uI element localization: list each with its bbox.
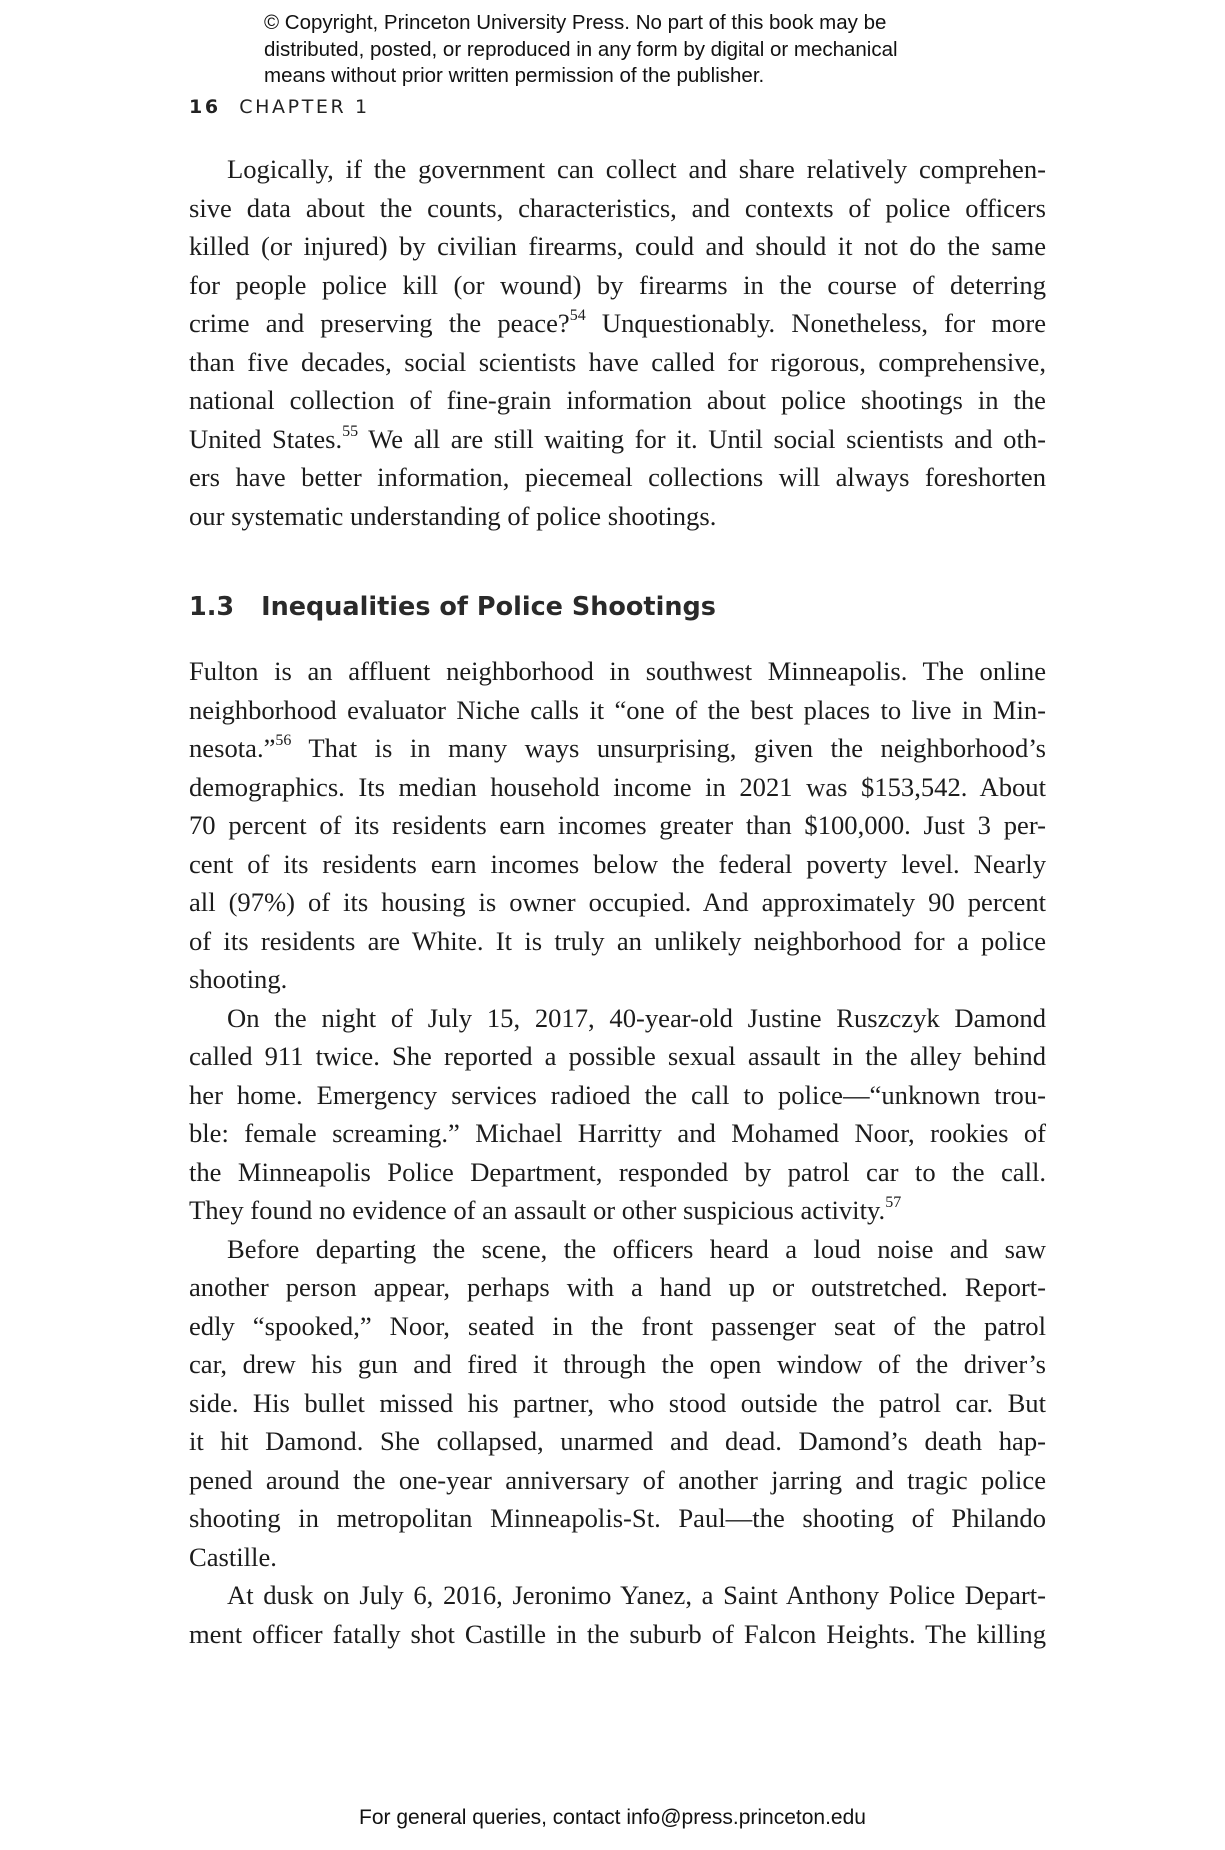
text-line <box>189 304 1046 343</box>
chapter-label: CHAPTER 1 <box>239 96 370 118</box>
text-run: crime and preserving the peace? <box>189 308 570 338</box>
text-line: of its residents are White. It is truly an unlikely neighborhood for a police <box>189 925 1046 956</box>
section-heading <box>189 592 716 622</box>
intro-paragraph-block <box>189 150 1046 535</box>
text-line: ble: female screaming.” Michael Harritty and Mohamed Noor, rookies of <box>189 1118 1046 1148</box>
running-head <box>189 96 370 118</box>
page-number: 16 <box>189 96 221 118</box>
copyright-notice <box>264 10 1024 90</box>
text-line: for people police kill (or wound) by firearms in the course of deterring <box>189 269 1046 300</box>
text-line <box>189 420 1046 459</box>
footnote-marker: 56 <box>275 732 292 750</box>
text-line: our systematic understanding of police shootings. <box>189 500 717 531</box>
text-line: 70 percent of its residents earn incomes greater than $100,000. Just 3 per- <box>189 810 1046 840</box>
footnote-marker: 57 <box>885 1194 902 1212</box>
footnote-marker: 55 <box>342 422 359 440</box>
text-line: the Minneapolis Police Department, responded by patrol car to the call. <box>189 1156 1046 1187</box>
text-line: shooting. <box>189 964 288 994</box>
section-body <box>189 652 1046 1653</box>
copyright-line: © Copyright, Princeton University Press. No part of this book may be <box>264 11 887 34</box>
text-run: We all are still waiting for it. Until social scientists and oth- <box>358 423 1046 454</box>
text-line: pened around the one-year anniversary of another jarring and tragic police <box>189 1464 1046 1495</box>
text-line: neighborhood evaluator Niche calls it “one of the best places to live in Min- <box>189 694 1046 725</box>
text-line: shooting in metropolitan Minneapolis-St. Paul—the shooting of Philando <box>189 1503 1046 1533</box>
text-run: nesota.” <box>189 733 276 763</box>
text-line: it hit Damond. She collapsed, unarmed and dead. Damond’s death hap- <box>189 1426 1046 1456</box>
paragraph <box>189 1230 1046 1577</box>
text-line: On the night of July 15, 2017, 40-year-old Justine Ruszczyk Damond <box>227 1002 1046 1033</box>
text-line: her home. Emergency services radioed the call to police—“unknown trou- <box>189 1079 1046 1110</box>
text-line: Logically, if the government can collect and share relatively comprehen- <box>227 154 1046 184</box>
footer-contact: For general queries, contact info@press.princeton.edu <box>359 1806 866 1829</box>
text-line: ers have better information, piecemeal collections will always foreshorten <box>189 462 1046 492</box>
footnote-marker: 54 <box>569 307 586 325</box>
text-line: another person appear, perhaps with a hand up or outstretched. Report- <box>189 1272 1046 1302</box>
text-line: side. His bullet missed his partner, who stood outside the patrol car. But <box>189 1387 1046 1418</box>
paragraph <box>189 999 1046 1230</box>
text-run: They found no evidence of an assault or other suspicious activity. <box>189 1195 886 1225</box>
text-line: killed (or injured) by civilian firearms, could and should it not do the same <box>189 231 1046 261</box>
text-line <box>189 1191 1046 1230</box>
text-run: Unquestionably. Nonetheless, for more <box>585 308 1046 338</box>
text-line: cent of its residents earn incomes below the federal poverty level. Nearly <box>189 848 1046 879</box>
text-line: edly “spooked,” Noor, seated in the front passenger seat of the patrol <box>189 1310 1046 1341</box>
paragraph <box>189 652 1046 999</box>
text-line: Fulton is an affluent neighborhood in southwest Minneapolis. The online <box>189 656 1046 686</box>
paragraph <box>189 1576 1046 1653</box>
text-line: national collection of fine-grain information about police shootings in the <box>189 385 1046 415</box>
text-line: demographics. Its median household income in 2021 was $153,542. About <box>189 771 1046 802</box>
text-run: That is in many ways unsurprising, given the neighborhood’s <box>291 733 1046 763</box>
section-title: Inequalities of Police Shootings <box>261 592 716 622</box>
text-line: car, drew his gun and fired it through the open window of the driver’s <box>189 1349 1046 1379</box>
text-line: ment officer fatally shot Castille in the suburb of Falcon Heights. The killing <box>189 1618 1046 1649</box>
text-line: Castille. <box>189 1541 277 1572</box>
copyright-line: means without prior written permission of the publisher. <box>264 64 765 87</box>
text-line: called 911 twice. She reported a possible sexual assault in the alley behind <box>189 1041 1046 1071</box>
paragraph <box>189 150 1046 535</box>
text-line: sive data about the counts, characteristics, and contexts of police officers <box>189 192 1046 223</box>
text-run: United States. <box>189 423 343 454</box>
text-line: all (97%) of its housing is owner occupied. And approximately 90 percent <box>189 887 1046 917</box>
text-line: At dusk on July 6, 2016, Jeronimo Yanez, a Saint Anthony Police Depart- <box>227 1580 1046 1610</box>
copyright-line: distributed, posted, or reproduced in any form by digital or mechanical <box>264 37 898 61</box>
section-number: 1.3 <box>189 592 235 622</box>
text-line <box>189 729 1046 768</box>
text-line: Before departing the scene, the officers heard a loud noise and saw <box>227 1233 1046 1264</box>
text-line: than five decades, social scientists have called for rigorous, comprehensive, <box>189 346 1046 377</box>
